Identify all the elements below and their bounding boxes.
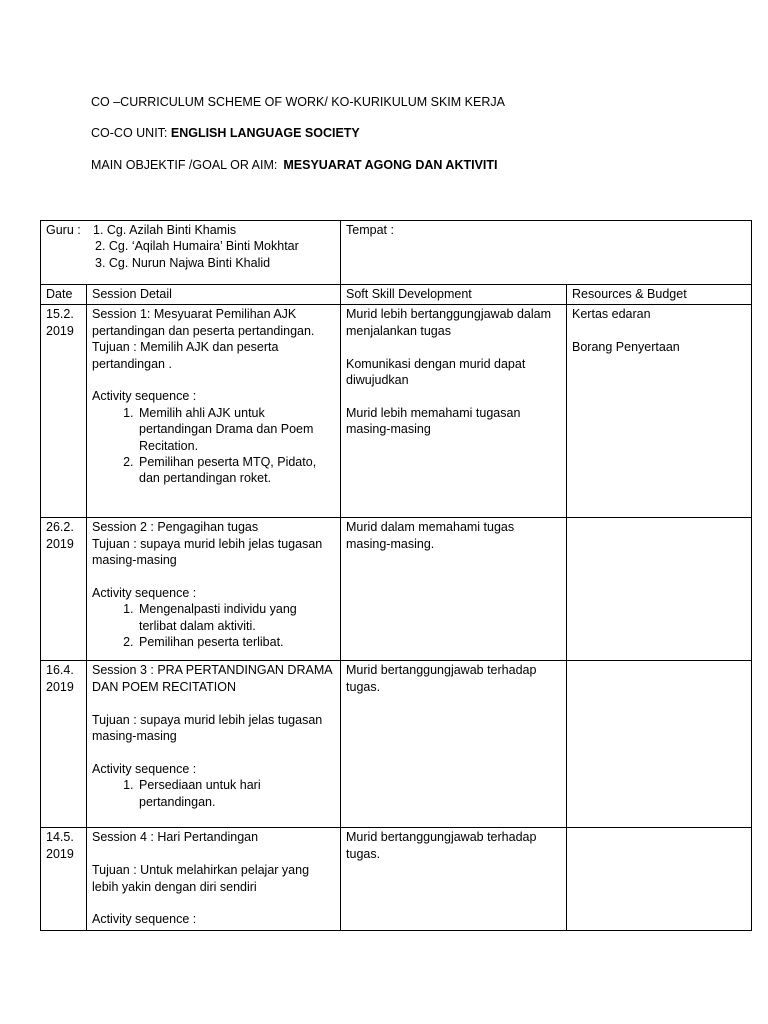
column-header-row — [41, 285, 752, 305]
session-row — [41, 518, 752, 661]
activity-item: 2. Pemilihan peserta MTQ, Pidato, dan pertandingan roket. — [137, 454, 336, 487]
soft-skill-item: Murid bertanggungjawab terhadap tugas. — [346, 663, 537, 694]
session-row — [41, 305, 752, 518]
soft-skill-item: Murid dalam memahami tugas masing-masing. — [346, 520, 515, 551]
session-title: Session 2 : Pengagihan tugas — [92, 520, 259, 535]
activity-label: Activity sequence : — [92, 761, 197, 776]
guru-cell — [41, 221, 341, 285]
soft-skill-cell — [341, 661, 567, 828]
column-header: Soft Skill Development — [341, 285, 567, 305]
soft-skill-item: Murid lebih memahami tugasan masing-masing — [346, 405, 521, 437]
column-header: Session Detail — [87, 285, 341, 305]
soft-skill-cell — [341, 305, 567, 518]
guru-label: Guru : — [46, 223, 81, 237]
aim-label: MAIN OBJEKTIF /GOAL OR AIM: — [91, 158, 278, 172]
activity-label: Activity sequence : — [92, 586, 197, 601]
session-tujuan: Tujuan : supaya murid lebih jelas tugasan masing-masing — [92, 712, 323, 744]
session-detail — [87, 518, 341, 661]
activity-list — [92, 405, 336, 487]
activity-item: 1. Mengenalpasti individu yang terlibat dalam aktiviti. — [137, 601, 336, 634]
aim-value: MESYUARAT AGONG DAN AKTIVITI — [283, 158, 498, 172]
column-header: Date — [41, 285, 87, 305]
session-detail — [87, 305, 341, 518]
unit-value: ENGLISH LANGUAGE SOCIETY — [170, 126, 360, 140]
activity-item: 1. Memilih ahli AJK untuk pertandingan Drama dan Poem Recitation. — [137, 405, 336, 454]
unit-label: CO-CO UNIT: — [91, 126, 171, 140]
session-row — [41, 661, 752, 828]
session-tujuan: Tujuan : supaya murid lebih jelas tugasan masing-masing — [92, 536, 323, 568]
tempat-label: Tempat : — [346, 223, 394, 237]
teacher-name: 1. Cg. Azilah Binti Khamis — [93, 223, 237, 237]
column-header: Resources & Budget — [567, 285, 752, 305]
session-title: Session 1: Mesyuarat Pemilihan AJK pertandingan dan peserta pertandingan. — [92, 307, 315, 338]
session-title: Session 3 : PRA PERTANDINGAN DRAMA DAN POEM RECITATION — [92, 663, 332, 694]
session-tujuan: Tujuan : Memilih AJK dan peserta pertandingan . — [92, 340, 279, 371]
session-date: 14.5. 2019 — [41, 828, 87, 930]
soft-skill-item: Murid lebih bertanggungjawab dalam menjalankan tugas — [346, 307, 552, 338]
unit-line — [91, 125, 360, 141]
teacher-name: 2. Cg. ‘Aqilah Humaira’ Binti Mokhtar — [95, 239, 299, 254]
resources-cell — [567, 661, 752, 828]
resource-item: Kertas edaran — [572, 307, 651, 322]
resources-cell — [567, 828, 752, 930]
resource-item: Borang Penyertaan — [572, 340, 680, 355]
activity-item: 2. Pemilihan peserta terlibat. — [137, 634, 336, 650]
session-title: Session 4 : Hari Pertandingan — [92, 830, 259, 845]
soft-skill-cell — [341, 518, 567, 661]
doc-title: CO –CURRICULUM SCHEME OF WORK/ KO-KURIKULUM SKIM KERJA — [91, 95, 505, 109]
session-tujuan: Tujuan : Untuk melahirkan pelajar yang lebih yakin dengan diri sendiri — [92, 863, 310, 894]
schedule-table — [40, 220, 752, 931]
aim-line — [91, 157, 498, 173]
session-row — [41, 828, 752, 930]
soft-skill-item: Komunikasi dengan murid dapat diwujudkan — [346, 356, 526, 388]
session-detail — [87, 828, 341, 930]
session-detail — [87, 661, 341, 828]
teacher-row — [41, 221, 752, 285]
activity-label: Activity sequence : — [92, 389, 197, 404]
tempat-cell — [341, 221, 752, 285]
resources-cell — [567, 518, 752, 661]
soft-skill-item: Murid bertanggungjawab terhadap tugas. — [346, 830, 537, 861]
session-date: 16.4. 2019 — [41, 661, 87, 828]
session-date: 15.2. 2019 — [41, 305, 87, 518]
activity-list — [92, 601, 336, 650]
resources-cell — [567, 305, 752, 518]
soft-skill-cell — [341, 828, 567, 930]
activity-list — [92, 777, 336, 810]
session-date: 26.2. 2019 — [41, 518, 87, 661]
teacher-name: 3. Cg. Nurun Najwa Binti Khalid — [95, 255, 271, 270]
activity-item: 1. Persediaan untuk hari pertandingan. — [137, 777, 336, 810]
activity-label: Activity sequence : — [92, 912, 197, 927]
